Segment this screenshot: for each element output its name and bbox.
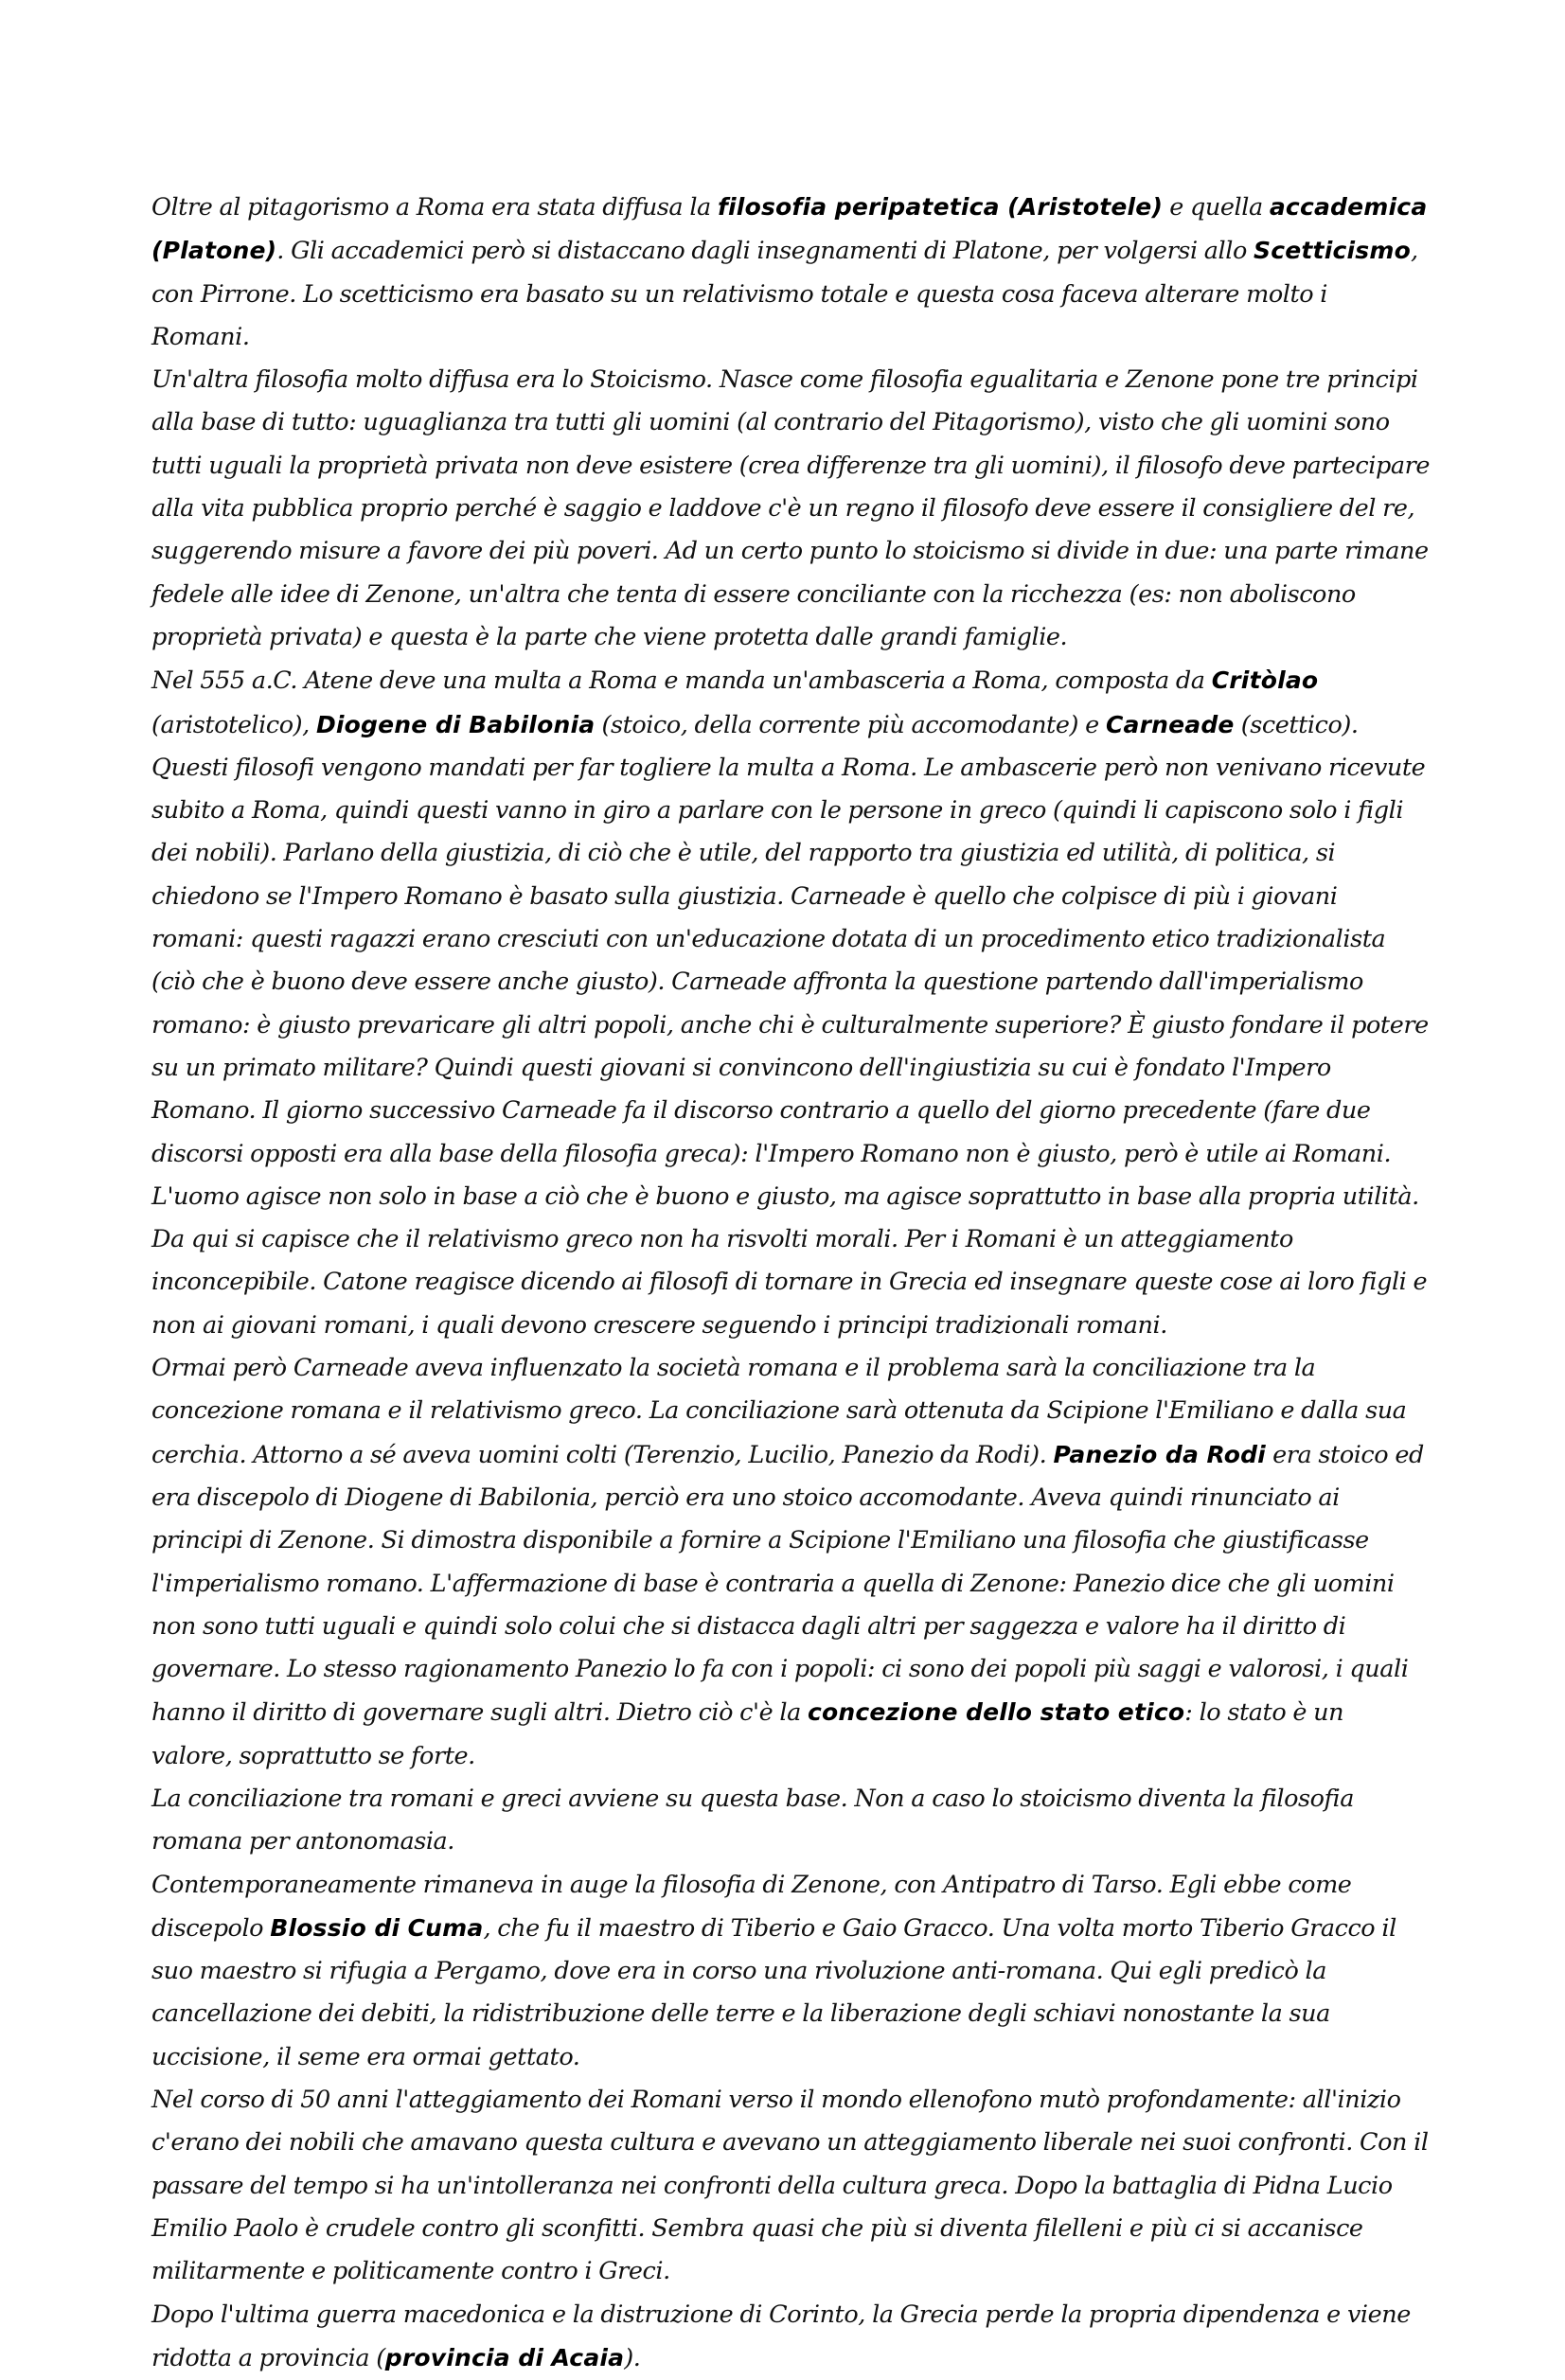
highlighted-term: provincia di Acaia	[384, 2343, 625, 2371]
highlighted-term: accademica (Platone)	[151, 193, 1428, 265]
highlighted-term: Scetticismo	[1254, 237, 1411, 265]
highlighted-term: concezione dello stato etico	[807, 1698, 1185, 1727]
text-run: (aristotelico),	[151, 710, 316, 739]
text-run: Dopo l'ultima guerra macedonica e la distruzione di Corinto, la Grecia perde la propria dipendenza e viene ridotta a provincia (	[151, 2300, 1411, 2372]
paragraph	[151, 1218, 1430, 1347]
text-run: Nel 555 a.C. Atene deve una multa a Roma e manda un'ambasceria a Roma, composta da	[151, 666, 1212, 696]
highlighted-term: Carneade	[1105, 710, 1235, 738]
text-run: (scettico). Questi filosofi vengono mandati per far togliere la multa a Roma. Le ambascerie però non venivano ricevute subito a Roma, quindi questi vanno in giro a parlare con le persone in greco (quindi li capiscono solo i figli dei nobili). Parlano della giustizia, di ciò che è utile, del rapporto tra giustizia ed utilità, di politica, si chiedono se l'Impero Romano è basato sulla giustizia. Carneade è quello che colpisce di più i giovani romani: questi ragazzi erano cresciuti con un'educazione dotata di un procedimento etico tradizionalista (ciò che è buono deve essere anche giusto). Carneade affronta la questione partendo dall'imperialismo romano: è giusto prevaricare gli altri popoli, anche chi è culturalmente superiore? È giusto fondare il potere su un primato militare? Quindi questi giovani si convincono dell'ingiustizia su cui è fondato l'Impero Romano. Il giorno successivo Carneade fa il discorso contrario a quello del giorno precedente (fare due discorsi opposti era alla base della filosofia greca): l'Impero Romano non è giusto, però è utile ai Romani. L'uomo agisce non solo in base a ciò che è buono e giusto, ma agisce soprattutto in base alla propria utilità.	[151, 710, 1429, 1211]
text-run: . Gli accademici però si distaccano dagli insegnamenti di Platone, per volgersi allo	[276, 237, 1254, 266]
text-run: Un'altra filosofia molto diffusa era lo Stoicismo. Nasce come filosofia egualitaria e Zenone pone tre principi alla base di tutto: uguaglianza tra tutti gli uomini (al contrario del Pitagorismo), visto che gli uomini sono tutti uguali la proprietà privata non deve esistere (crea differenze tra gli uomini), il filosofo deve partecipare alla vita pubblica proprio perché è saggio e laddove c'è un regno il filosofo deve essere il consigliere del re, suggerendo misure a favore dei più poveri. Ad un certo punto lo stoicismo si divide in due: una parte rimane fedele alle idee di Zenone, un'altra che tenta di essere conciliante con la ricchezza (es: non aboliscono proprietà privata) e questa è la parte che viene protetta dalle grandi famiglie.	[151, 365, 1430, 651]
paragraph	[151, 659, 1430, 1218]
text-run: , con Pirrone. Lo scetticismo era basato su un relativismo totale e questa cosa faceva alterare molto i Romani.	[151, 237, 1418, 351]
text-run: , che fu il maestro di Tiberio e Gaio Gracco. Una volta morto Tiberio Gracco il suo maestro si rifugia a Pergamo, dove era in corso una rivoluzione anti-romana. Qui egli predicò la cancellazione dei debiti, la ridistribuzione delle terre e la liberazione degli schiavi nonostante la sua uccisione, il seme era ormai gettato.	[151, 1913, 1396, 2071]
highlighted-term: filosofia peripatetica (Aristotele)	[717, 193, 1164, 221]
highlighted-term: Blossio di Cuma	[270, 1913, 484, 1942]
text-run: Contemporaneamente rimaneva in auge la filosofia di Zenone, con Antipatro di Tarso. Egli ebbe come discepolo	[151, 1870, 1352, 1943]
paragraph	[151, 186, 1430, 359]
text-run: ).	[624, 2343, 641, 2372]
text-run: e quella	[1163, 193, 1270, 222]
text-run: (stoico, della corrente più accomodante) e	[595, 710, 1106, 739]
text-run: Ormai però Carneade aveva influenzato la società romana e il problema sarà la conciliazione tra la concezione romana e il relativismo greco. La conciliazione sarà ottenuta da Scipione l'Emiliano e dalla sua cerchia. Attorno a sé aveva uomini colti (Terenzio, Lucilio, Panezio da Rodi).	[151, 1354, 1407, 1469]
paragraph	[151, 1778, 1430, 1864]
paragraph	[151, 1347, 1430, 1778]
text-run: Oltre al pitagorismo a Roma era stata diffusa la	[151, 193, 718, 222]
text-run: Da qui si capisce che il relativismo greco non ha risvolti morali. Per i Romani è un atteggiamento inconcepibile. Catone reagisce dicendo ai filosofi di tornare in Grecia ed insegnare queste cose ai loro figli e non ai giovani romani, i quali devono crescere seguendo i principi tradizionali romani.	[151, 1225, 1428, 1340]
text-run: Nel corso di 50 anni l'atteggiamento dei Romani verso il mondo ellenofono mutò profondamente: all'inizio c'erano dei nobili che amavano questa cultura e avevano un atteggiamento liberale nei suoi confronti. Con il passare del tempo si ha un'intolleranza nei confronti della cultura greca. Dopo la battaglia di Pidna Lucio Emilio Paolo è crudele contro gli sconfitti. Sembra quasi che più si diventa filelleni e più ci si accanisce militarmente e politicamente contro i Greci.	[151, 2086, 1429, 2286]
paragraph	[151, 1864, 1430, 2079]
text-run: era stoico ed era discepolo di Diogene di Babilonia, perciò era uno stoico accomodante. Aveva quindi rinunciato ai principi di Zenone. Si dimostra disponibile a fornire a Scipione l'Emiliano una filosofia che giustificasse l'imperialismo romano. L'affermazione di base è contraria a quella di Zenone: Panezio dice che gli uomini non sono tutti uguali e quindi solo colui che si distacca dagli altri per saggezza e valore ha il diritto di governare. Lo stesso ragionamento Panezio lo fa con i popoli: ci sono dei popoli più saggi e valorosi, i quali hanno il diritto di governare sugli altri. Dietro ciò c'è la	[151, 1440, 1424, 1728]
text-run: La conciliazione tra romani e greci avviene su questa base. Non a caso lo stoicismo diventa la filosofia romana per antonomasia.	[151, 1784, 1355, 1856]
text-run: : lo stato è un valore, soprattutto se forte.	[151, 1698, 1344, 1770]
highlighted-term: Critòlao	[1211, 666, 1319, 695]
highlighted-term: Panezio da Rodi	[1053, 1440, 1266, 1468]
paragraph	[151, 2294, 1430, 2380]
document-body	[151, 186, 1430, 2380]
paragraph	[151, 359, 1430, 659]
highlighted-term: Diogene di Babilonia	[315, 710, 596, 738]
paragraph	[151, 2079, 1430, 2293]
